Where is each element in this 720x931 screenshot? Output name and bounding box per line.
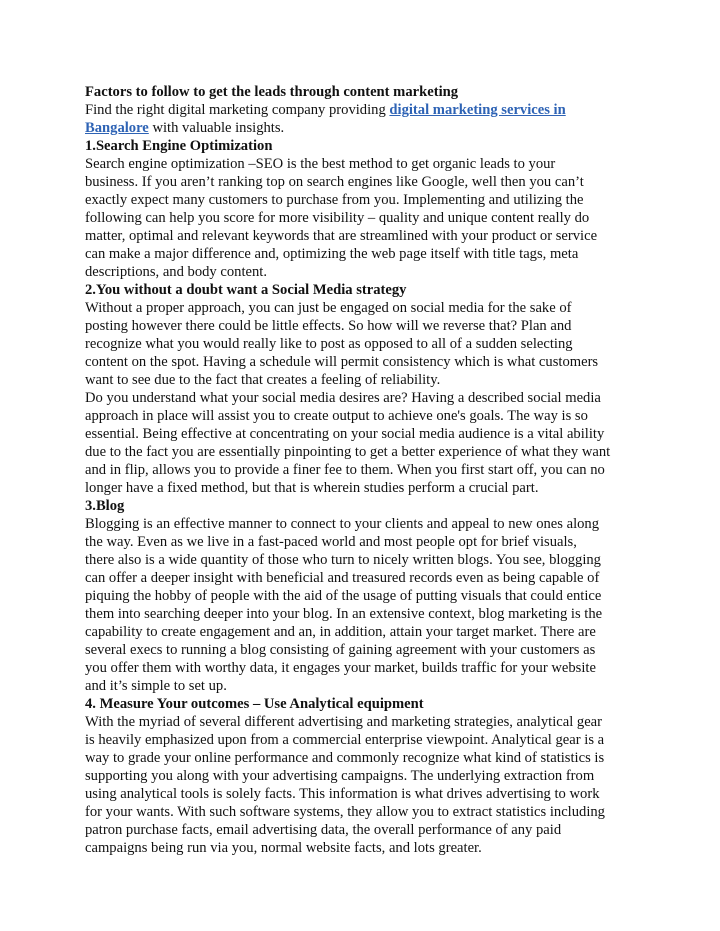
- paragraph-line: piquing the hobby of people with the aid of the usage of putting visuals that could entice: [85, 588, 602, 604]
- paragraph-line: With the myriad of several different advertising and marketing strategies, analytical gear: [85, 714, 603, 730]
- intro-text-end: with valuable insights.: [148, 120, 285, 136]
- paragraph-line: the way. Even as we live in a fast-paced world and most people opt for brief visuals,: [85, 534, 577, 550]
- paragraph-line: matter, optimal and relevant keywords that are streamlined with your product or service: [85, 228, 598, 244]
- paragraph-line: there also is a wide quantity of those who turn to nicely written blogs. You see, blogging: [85, 552, 601, 568]
- section-heading: 1.Search Engine Optimization: [85, 138, 273, 154]
- paragraph-line: want to see due to the fact that creates a feeling of reliability.: [85, 372, 441, 388]
- paragraph-line: recognize what you would really like to post as opposed to all of a sudden selecting: [85, 336, 573, 352]
- paragraph-line: using analytical tools is solely facts. This information is what drives advertising to work: [85, 786, 600, 802]
- paragraph-line: them into searching deeper into your blog. In an extensive context, blog marketing is the: [85, 606, 603, 622]
- paragraph-line: approach in place will assist you to create output to achieve one's goals. The way is so: [85, 408, 588, 424]
- paragraph-line: for your wants. With such software systems, they allow you to extract statistics including: [85, 804, 605, 820]
- paragraph-line: exactly expect many customers to purchase from you. Implementing and utilizing the: [85, 192, 584, 208]
- paragraph-line: due to the fact you are essentially pinpointing to get a better experience of what they want: [85, 444, 611, 460]
- paragraph-line: Blogging is an effective manner to connect to your clients and appeal to new ones along: [85, 516, 600, 532]
- paragraph-line: posting however there could be little effects. So how will we reverse that? Plan and: [85, 318, 572, 334]
- services-link[interactable]: digital marketing services in: [389, 102, 566, 118]
- paragraph-line: Without a proper approach, you can just be engaged on social media for the sake of: [85, 300, 572, 316]
- services-link-continued[interactable]: Bangalore: [85, 120, 149, 136]
- paragraph-line: and it’s simple to set up.: [85, 678, 227, 694]
- document-title: Factors to follow to get the leads through content marketing: [85, 84, 459, 100]
- paragraph-line: essential. Being effective at concentrating on your social media audience is a vital ability: [85, 426, 605, 442]
- paragraph-line: descriptions, and body content.: [85, 264, 267, 280]
- intro-text: Find the right digital marketing company providing: [85, 102, 390, 118]
- intro-line-1: [85, 101, 645, 119]
- section-heading: 3.Blog: [85, 498, 125, 514]
- paragraph-line: campaigns being run via you, normal website facts, and lots greater.: [85, 840, 482, 856]
- paragraph-line: can make a major difference and, optimizing the web page itself with title tags, meta: [85, 246, 579, 262]
- paragraph-line: Search engine optimization –SEO is the best method to get organic leads to your: [85, 156, 556, 172]
- paragraph-line: can offer a deeper insight with beneficial and treasured records even as being capable of: [85, 570, 600, 586]
- paragraph-line: supporting you along with your advertising campaigns. The underlying extraction from: [85, 768, 595, 784]
- paragraph-line: Do you understand what your social media desires are? Having a described social media: [85, 390, 601, 406]
- paragraph-line: capability to create engagement and an, in addition, attain your target market. There are: [85, 624, 596, 640]
- paragraph-line: and in flip, allows you to provide a finer fee to them. When you first start off, you can no: [85, 462, 605, 478]
- paragraph-line: following can help you score for more visibility – quality and unique content really do: [85, 210, 590, 226]
- section-heading: 2.You without a doubt want a Social Media strategy: [85, 282, 407, 298]
- paragraph-line: content on the spot. Having a schedule will permit consistency which is what customers: [85, 354, 599, 370]
- intro-line-2: [85, 119, 645, 137]
- paragraph-line: you offer them with worthy data, it engages your market, builds traffic for your website: [85, 660, 596, 676]
- paragraph-line: patron purchase facts, email advertising data, the overall performance of any paid: [85, 822, 562, 838]
- paragraph-line: longer have a fixed method, but that is wherein studies perform a crucial part.: [85, 480, 539, 496]
- paragraph-line: is heavily emphasized upon from a commercial enterprise viewpoint. Analytical gear is a: [85, 732, 605, 748]
- section-heading: 4. Measure Your outcomes – Use Analytical equipment: [85, 696, 424, 712]
- paragraph-line: several execs to running a blog consisting of gaining agreement with your customers as: [85, 642, 596, 658]
- paragraph-line: business. If you aren’t ranking top on search engines like Google, well then you can’t: [85, 174, 584, 190]
- sections-container: [85, 137, 645, 857]
- paragraph-line: way to grade your online performance and commonly recognize what kind of statistics is: [85, 750, 605, 766]
- document-body: [85, 83, 645, 857]
